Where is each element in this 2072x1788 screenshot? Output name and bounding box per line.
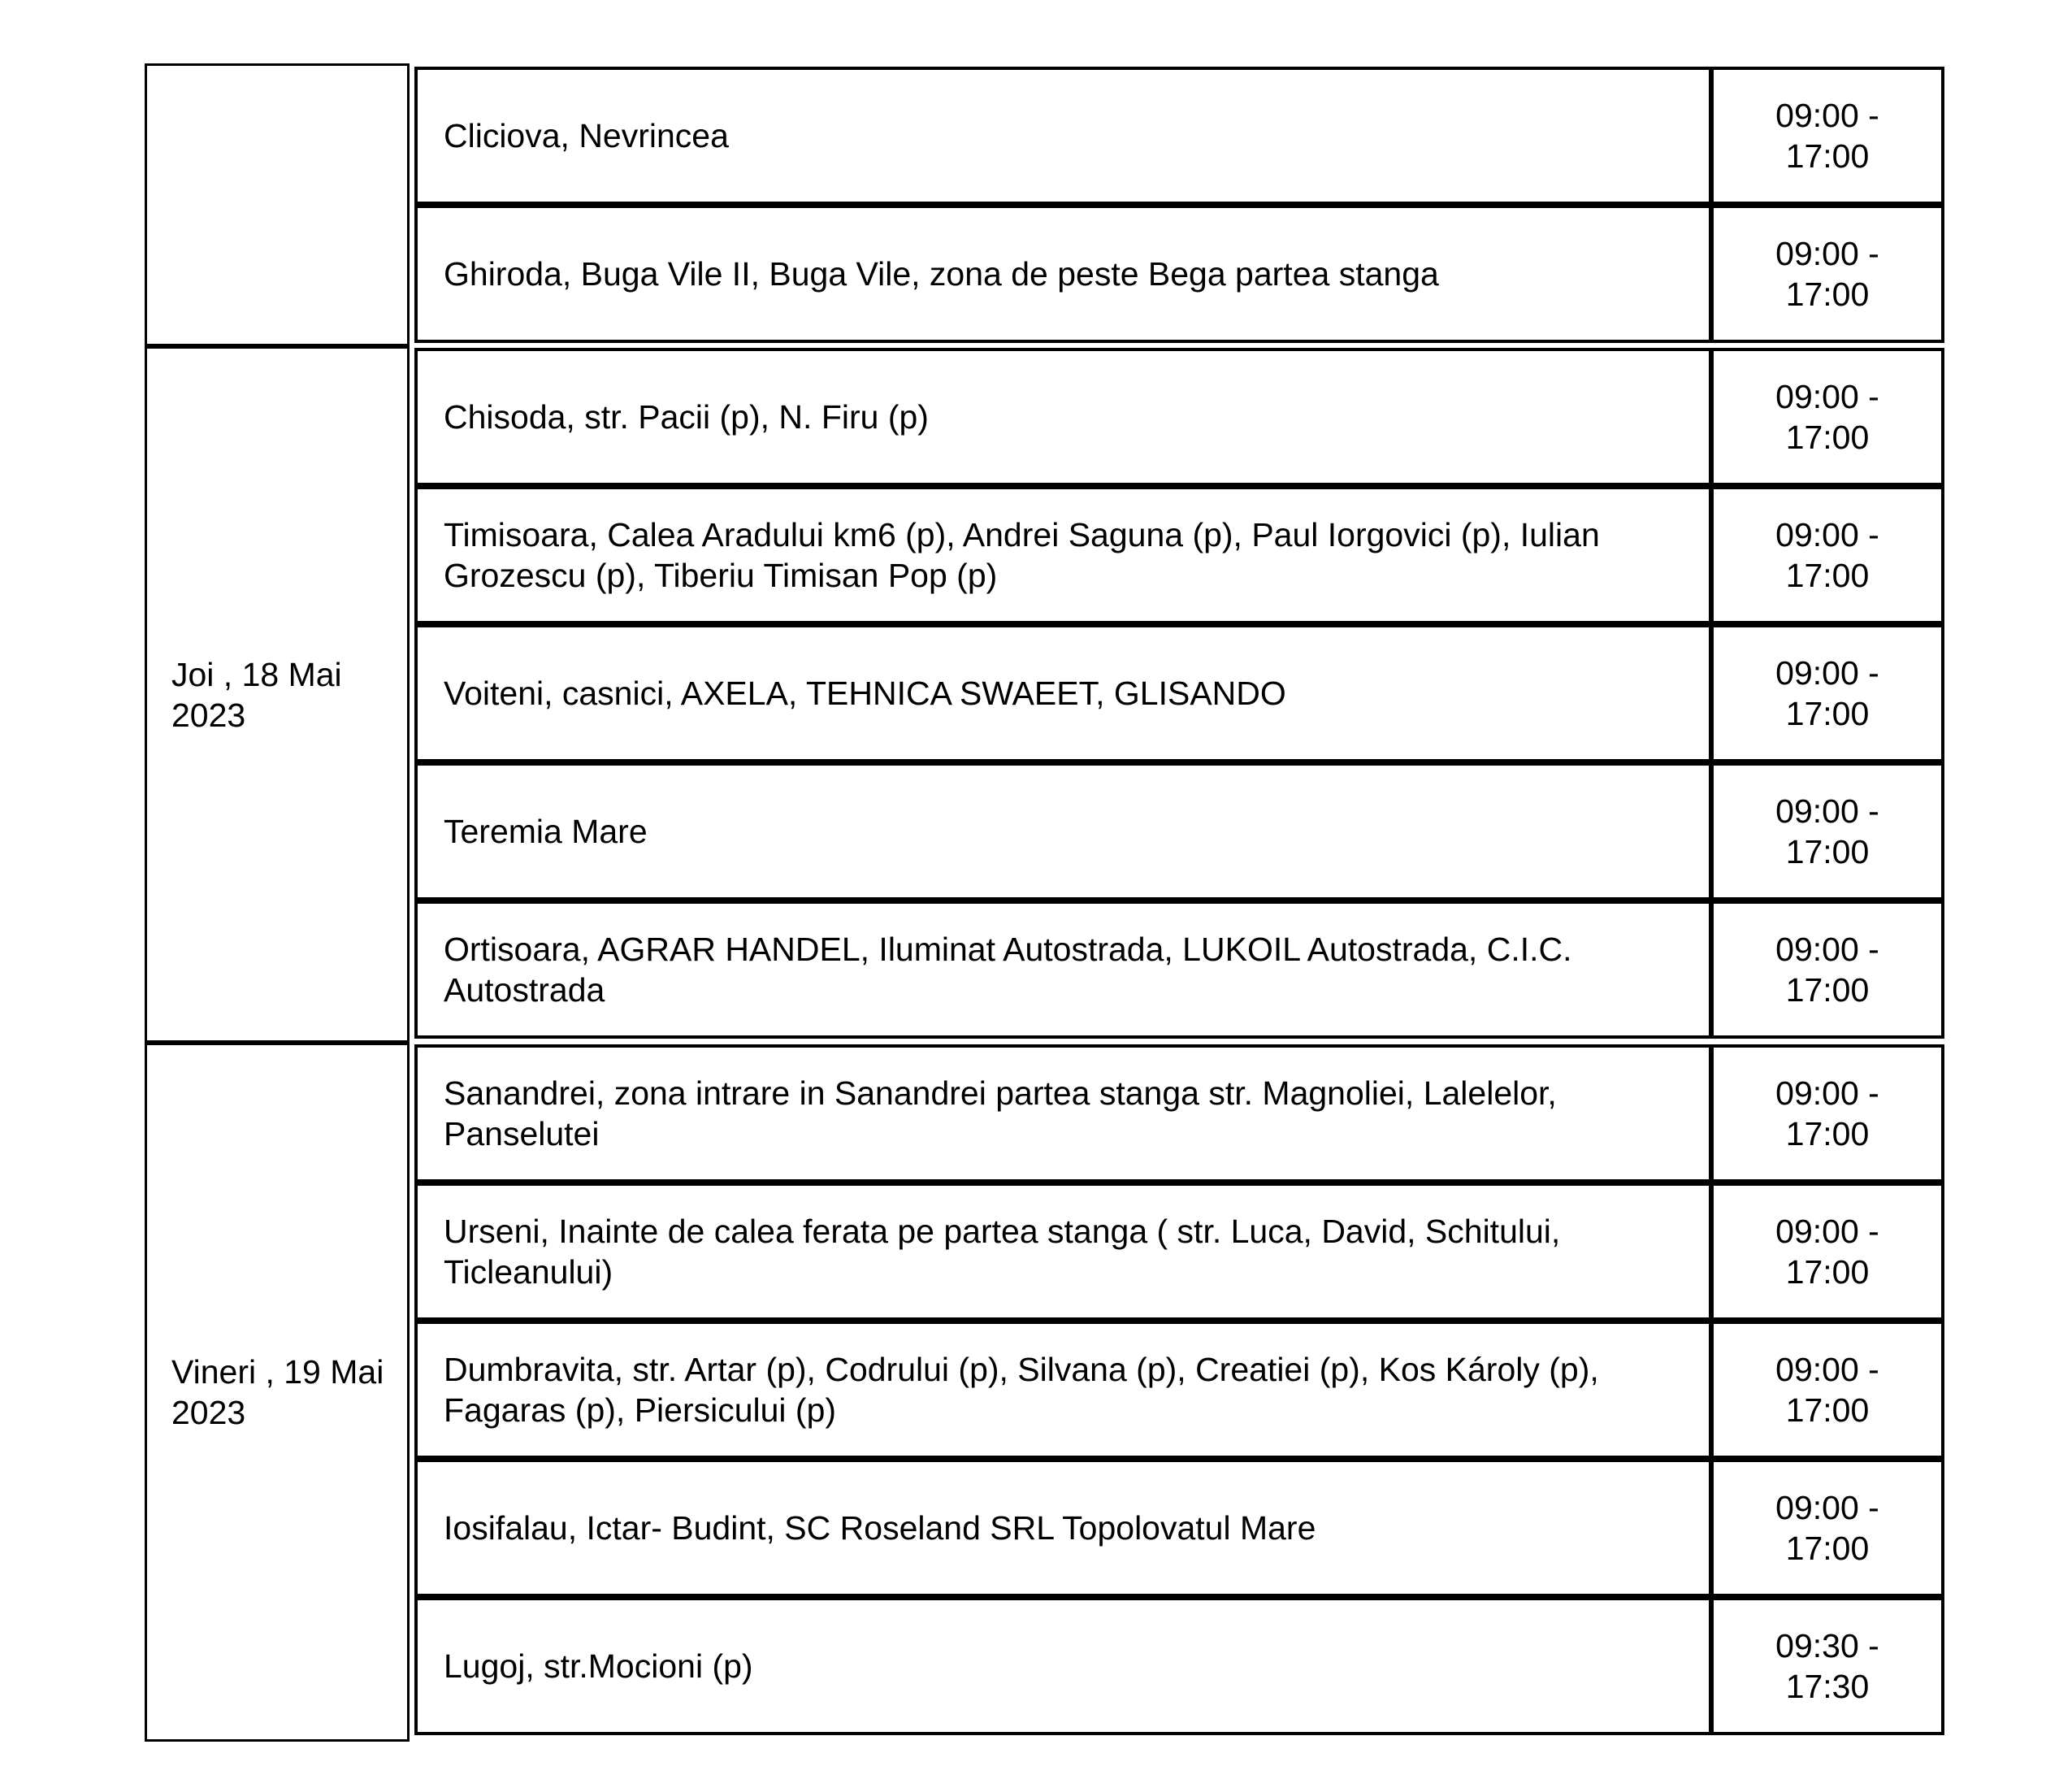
- day-label: Joi , 18 Mai 2023: [171, 655, 342, 734]
- time-cell: [1714, 70, 1941, 202]
- day-cell: [145, 346, 410, 1043]
- location-cell: Timisoara, Calea Aradului km6 (p), Andrei Saguna (p), Paul Iorgovici (p), Iulian Grozescu (p), Tiberiu Timisan Pop (p): [418, 489, 1714, 621]
- table-row: [414, 67, 1944, 205]
- table-row: [414, 205, 1944, 343]
- table-row: [414, 624, 1944, 762]
- table-row: [414, 762, 1944, 901]
- day-cell: [145, 63, 410, 346]
- time-start: 09:00 -: [1775, 1351, 1879, 1388]
- table-row: [414, 901, 1944, 1039]
- table-row: [414, 348, 1944, 486]
- time-end: 17:00: [1785, 137, 1870, 175]
- location-cell: Dumbravita, str. Artar (p), Codrului (p), Silvana (p), Creatiei (p), Kos Károly (p), Fagaras (p), Piersicului (p): [418, 1324, 1714, 1456]
- time-cell: [1714, 351, 1941, 483]
- day-label: Vineri , 19 Mai 2023: [171, 1353, 384, 1431]
- table-row: [414, 1044, 1944, 1183]
- time-end: 17:00: [1785, 833, 1870, 870]
- time-end: 17:00: [1785, 557, 1870, 594]
- time-cell: [1714, 1048, 1941, 1179]
- table-row: [414, 1597, 1944, 1735]
- time-end: 17:00: [1785, 1115, 1870, 1152]
- location-cell: Iosifalau, Ictar- Budint, SC Roseland SRL Topolovatul Mare: [418, 1462, 1714, 1594]
- location-cell: Voiteni, casnici, AXELA, TEHNICA SWAEET, GLISANDO: [418, 627, 1714, 759]
- time-end: 17:00: [1785, 419, 1870, 456]
- time-start: 09:00 -: [1775, 1074, 1879, 1112]
- time-end: 17:00: [1785, 1253, 1870, 1291]
- time-cell: [1714, 904, 1941, 1035]
- time-end: 17:00: [1785, 971, 1870, 1009]
- time-cell: [1714, 208, 1941, 340]
- time-start: 09:00 -: [1775, 378, 1879, 415]
- time-end: 17:00: [1785, 695, 1870, 732]
- time-cell: [1714, 1600, 1941, 1732]
- location-cell: Teremia Mare: [418, 766, 1714, 897]
- time-cell: [1714, 489, 1941, 621]
- table-row: [414, 1321, 1944, 1459]
- time-cell: [1714, 766, 1941, 897]
- location-cell: Sanandrei, zona intrare in Sanandrei partea stanga str. Magnoliei, Lalelelor, Panselutei: [418, 1048, 1714, 1179]
- time-end: 17:00: [1785, 276, 1870, 313]
- time-start: 09:00 -: [1775, 654, 1879, 692]
- time-cell: [1714, 1462, 1941, 1594]
- time-end: 17:30: [1785, 1668, 1870, 1705]
- time-start: 09:00 -: [1775, 97, 1879, 134]
- time-start: 09:30 -: [1775, 1627, 1879, 1664]
- location-cell: Urseni, Inainte de calea ferata pe partea stanga ( str. Luca, David, Schitului, Ticleanului): [418, 1186, 1714, 1317]
- time-start: 09:00 -: [1775, 516, 1879, 553]
- location-cell: Ghiroda, Buga Vile II, Buga Vile, zona de peste Bega partea stanga: [418, 208, 1714, 340]
- time-cell: [1714, 1324, 1941, 1456]
- location-cell: Cliciova, Nevrincea: [418, 70, 1714, 202]
- location-cell: Lugoj, str.Mocioni (p): [418, 1600, 1714, 1732]
- table-row: [414, 1183, 1944, 1321]
- location-cell: Chisoda, str. Pacii (p), N. Firu (p): [418, 351, 1714, 483]
- time-end: 17:00: [1785, 1530, 1870, 1567]
- location-cell: Ortisoara, AGRAR HANDEL, Iluminat Autostrada, LUKOIL Autostrada, C.I.C. Autostrada: [418, 904, 1714, 1035]
- time-start: 09:00 -: [1775, 1489, 1879, 1526]
- day-cell: [145, 1043, 410, 1742]
- time-cell: [1714, 1186, 1941, 1317]
- table-row: [414, 486, 1944, 624]
- time-start: 09:00 -: [1775, 235, 1879, 272]
- time-start: 09:00 -: [1775, 792, 1879, 830]
- table-row: [414, 1459, 1944, 1597]
- time-end: 17:00: [1785, 1391, 1870, 1429]
- time-start: 09:00 -: [1775, 1213, 1879, 1250]
- time-start: 09:00 -: [1775, 931, 1879, 968]
- time-cell: [1714, 627, 1941, 759]
